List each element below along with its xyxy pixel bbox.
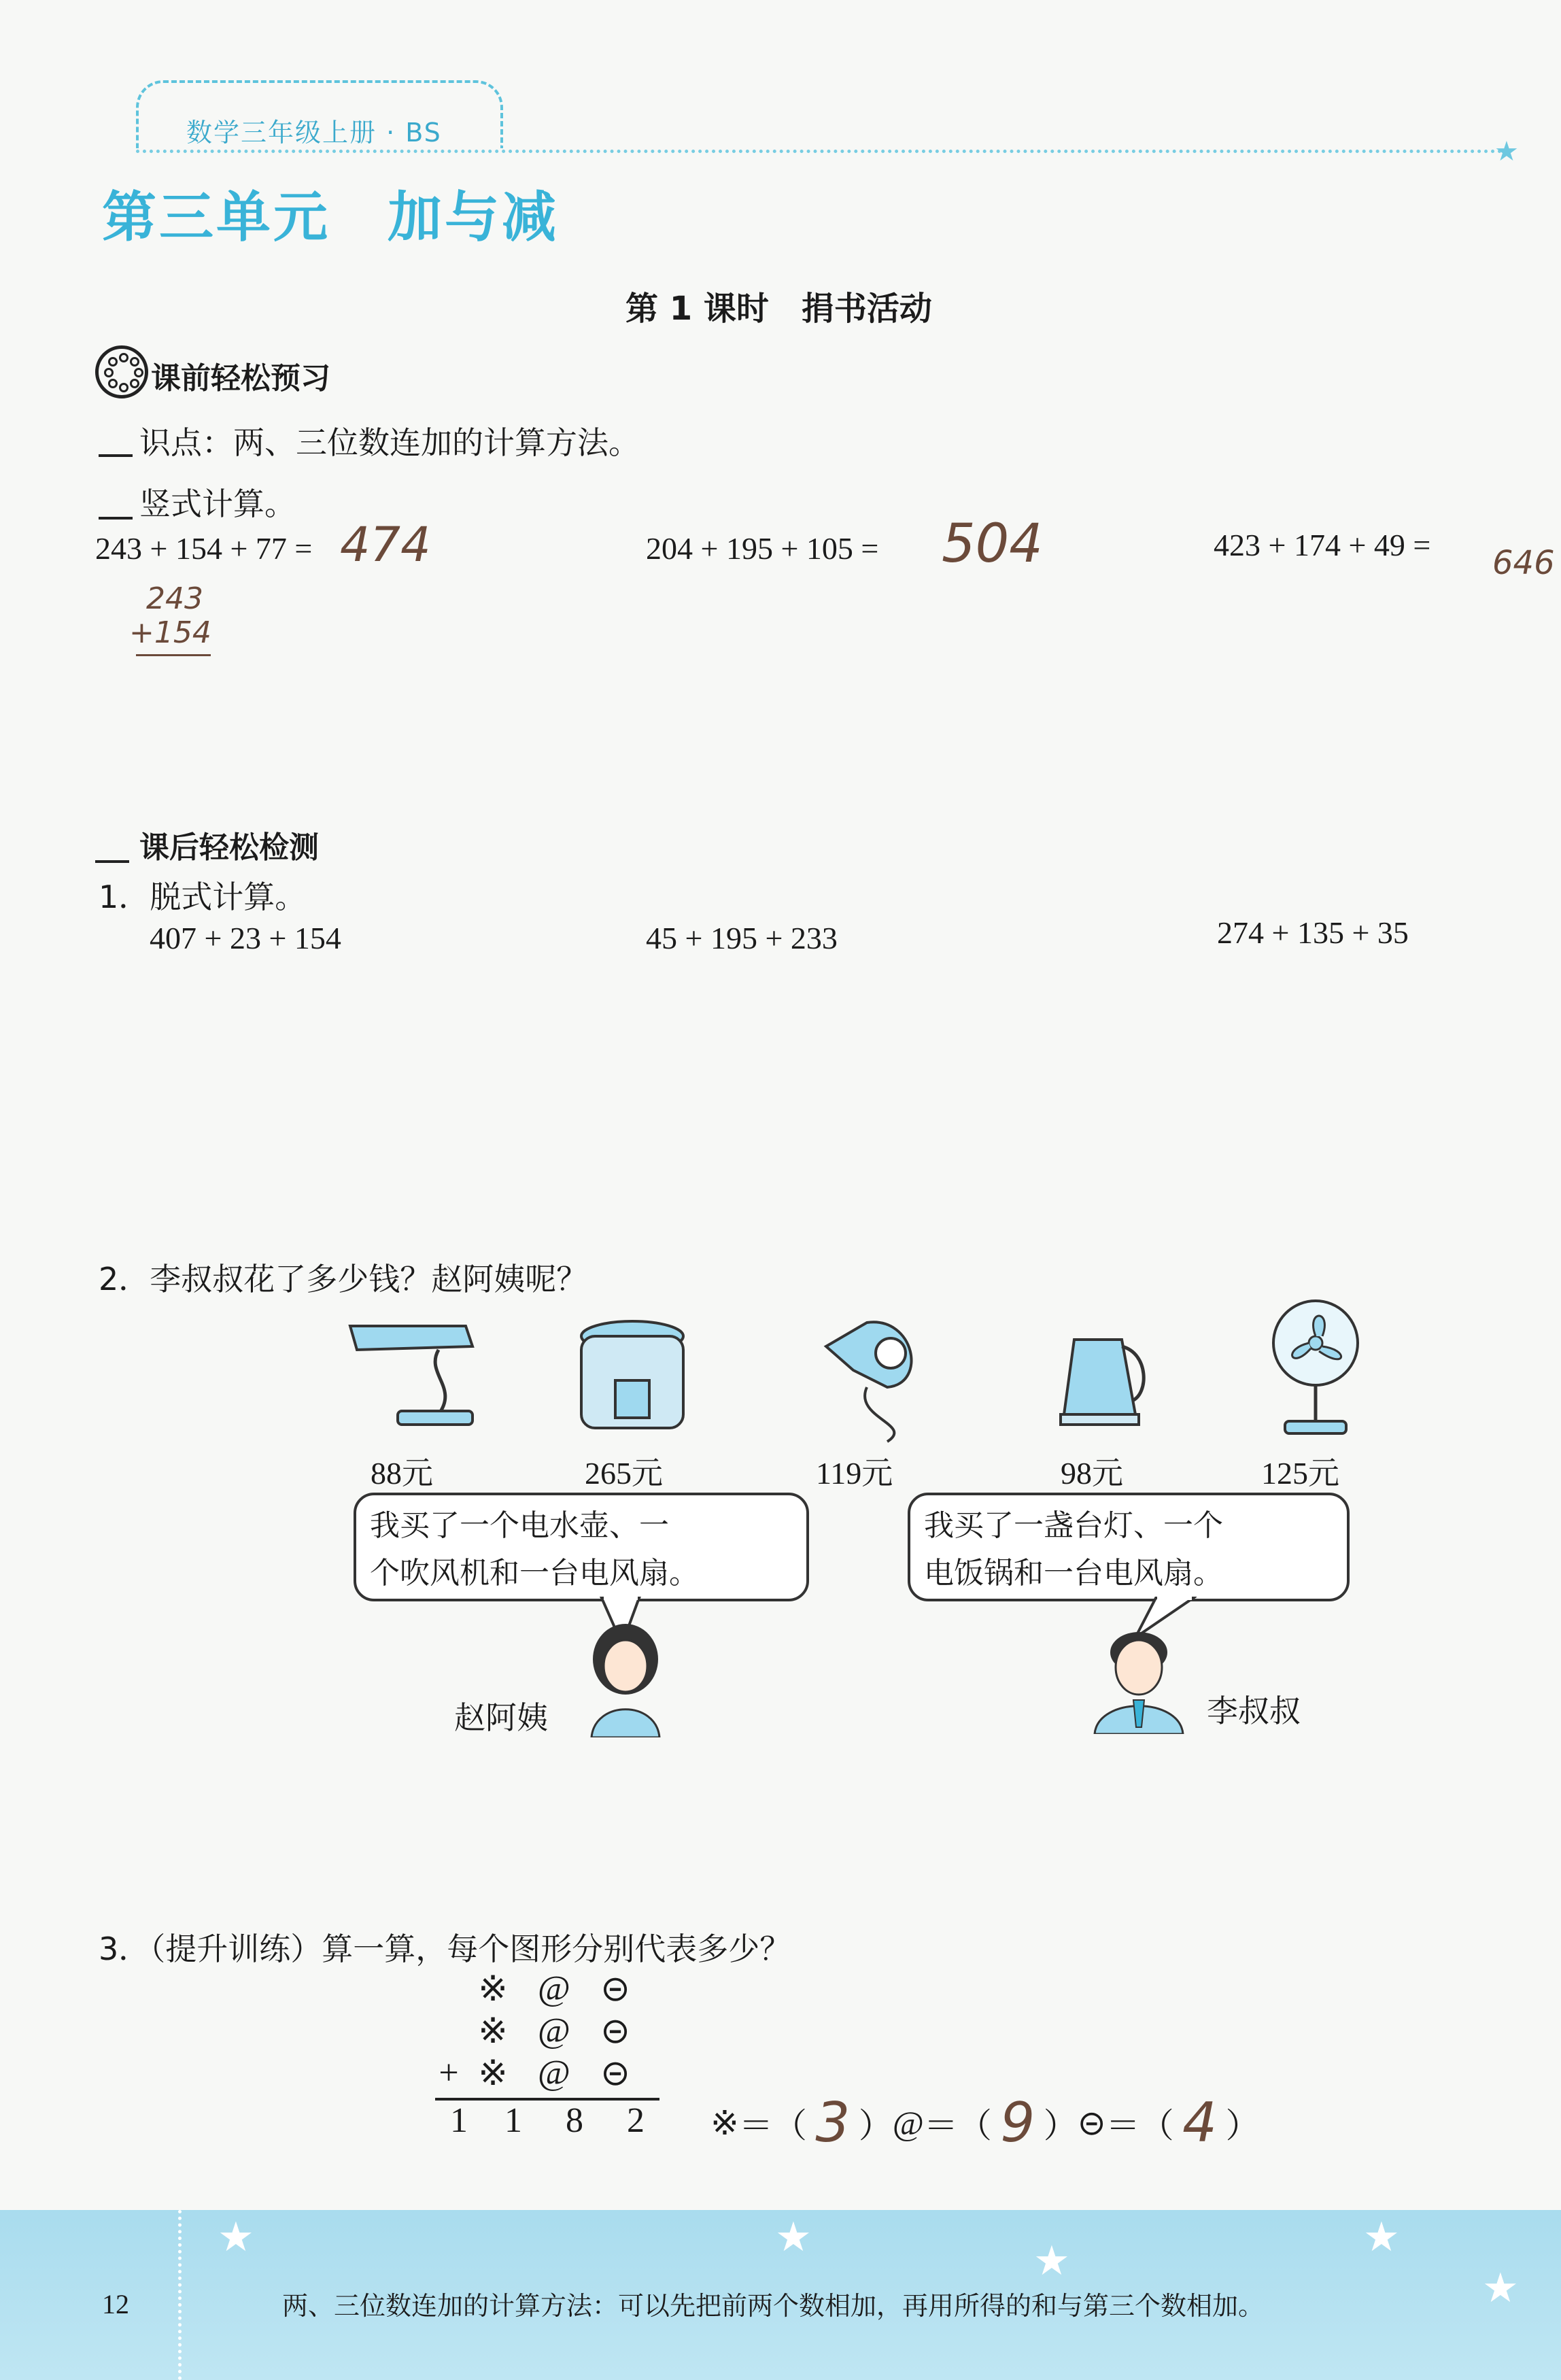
bubble-zhao-line1: 我买了一个电水壶、一 — [370, 1508, 669, 1543]
blank-mark — [95, 860, 129, 863]
price-electric-kettle: 98元 — [1061, 1456, 1123, 1491]
question-3-label: 3．（提升训练）算一算，每个图形分别代表多少？ — [99, 1931, 791, 1967]
aunt-zhao-avatar — [585, 1622, 666, 1737]
symbol-cell: ⊝ — [600, 2054, 630, 2093]
electric-fan-icon — [1265, 1295, 1367, 1438]
price-rice-cooker: 265元 — [585, 1456, 663, 1491]
header-tab — [136, 80, 503, 148]
rice-cooker-icon — [574, 1316, 690, 1438]
handwritten-answer-3: 646 — [1492, 544, 1555, 582]
scratch-work-line2: +154 — [129, 615, 211, 650]
symbol-2: @ — [892, 2103, 924, 2142]
knowledge-point: 识点：两、三位数连加的计算方法。 — [139, 424, 640, 461]
symbol-cell: ※ — [478, 1970, 508, 2009]
result-digit: 8 — [566, 2101, 583, 2140]
problem-expr-1: 243 + 154 + 77 = — [95, 531, 313, 566]
check-title: 课后轻松检测 — [139, 830, 319, 865]
header-divider — [136, 150, 1503, 153]
symbol-cell: ⊝ — [600, 2012, 630, 2051]
symbol-1-answer: 3 — [815, 2091, 851, 2154]
hair-dryer-icon — [812, 1309, 928, 1445]
handwritten-answer-2: 504 — [942, 513, 1043, 575]
star-icon: ★ — [1482, 2264, 1519, 2312]
result-digit: 1 — [450, 2101, 468, 2140]
symbol-answers: ※ ＝（ 3 ） @ ＝（ 9 ） ⊝ ＝（ 4 ） — [710, 2091, 1260, 2154]
blank-mark — [99, 517, 133, 520]
star-icon: ★ — [218, 2213, 254, 2261]
addend-row-1 — [462, 1969, 666, 2009]
page-number: 12 — [102, 2289, 129, 2319]
q1-expr-2: 45 + 195 + 233 — [646, 921, 838, 955]
result-digit: 2 — [627, 2101, 645, 2140]
symbol-cell: @ — [538, 2011, 570, 2050]
symbol-cell: ※ — [478, 2012, 508, 2051]
result-digit: 1 — [504, 2101, 522, 2140]
bubble-zhao-line2: 个吹风机和一台电风扇。 — [370, 1556, 699, 1591]
result-row — [435, 2101, 666, 2141]
price-desk-lamp: 88元 — [371, 1456, 433, 1491]
symbol-cell: ※ — [478, 2054, 508, 2093]
plus-sign: + — [439, 2054, 459, 2092]
price-hair-dryer: 119元 — [816, 1456, 893, 1491]
speech-bubble-zhao — [354, 1493, 809, 1601]
preview-title: 课前轻松预习 — [151, 361, 330, 396]
problem-expr-2: 204 + 195 + 105 = — [646, 531, 879, 566]
scratch-underline — [136, 654, 211, 656]
q1-expr-3: 274 + 135 + 35 — [1217, 915, 1409, 950]
vertical-calc-label: 竖式计算。 — [139, 486, 296, 522]
aunt-zhao-name: 赵阿姨 — [454, 1699, 548, 1736]
star-icon: ★ — [1494, 136, 1519, 167]
symbol-1: ※ — [710, 2103, 739, 2142]
symbol-3: ⊝ — [1077, 2103, 1106, 2142]
scratch-work-line1: 243 — [146, 581, 203, 616]
footer-note: 两、三位数连加的计算方法：可以先把前两个数相加，再用所得的和与第三个数相加。 — [282, 2291, 1265, 2321]
electric-kettle-icon — [1054, 1319, 1156, 1428]
star-icon: ★ — [1033, 2237, 1070, 2285]
unit-title: 第三单元 加与减 — [102, 186, 559, 249]
addend-row-2 — [462, 2011, 666, 2052]
symbol-cell: @ — [538, 1969, 570, 2008]
symbol-3-answer: 4 — [1182, 2091, 1218, 2154]
star-icon: ★ — [775, 2213, 812, 2261]
uncle-li-name: 李叔叔 — [1207, 1693, 1301, 1729]
symbol-cell: ⊝ — [600, 1970, 630, 2009]
symbol-cell: @ — [538, 2054, 570, 2092]
handwritten-answer-1: 474 — [340, 517, 431, 573]
book-label: 数学三年级上册 · BS — [186, 118, 442, 148]
price-electric-fan: 125元 — [1261, 1456, 1339, 1491]
speech-bubble-li — [908, 1493, 1350, 1601]
question-2-label: 2．李叔叔花了多少钱？赵阿姨呢？ — [99, 1261, 588, 1297]
star-icon: ★ — [1363, 2213, 1400, 2261]
lesson-title: 第 1 课时 捐书活动 — [625, 290, 932, 328]
bubble-li-line1: 我买了一盏台灯、一个 — [924, 1508, 1223, 1543]
uncle-li-avatar — [1091, 1625, 1186, 1734]
footer-divider — [178, 2210, 182, 2380]
symbol-2-answer: 9 — [1000, 2091, 1035, 2154]
question-1-label: 1．脱式计算。 — [99, 879, 307, 915]
problem-expr-3: 423 + 174 + 49 = — [1214, 528, 1431, 562]
bubble-li-line2: 电饭锅和一台电风扇。 — [924, 1556, 1223, 1591]
q1-expr-1: 407 + 23 + 154 — [150, 921, 341, 955]
addend-row-3 — [435, 2053, 666, 2094]
film-reel-icon — [95, 345, 148, 398]
blank-mark — [99, 454, 133, 457]
desk-lamp-icon — [343, 1312, 479, 1428]
vertical-addition — [435, 1969, 666, 2141]
